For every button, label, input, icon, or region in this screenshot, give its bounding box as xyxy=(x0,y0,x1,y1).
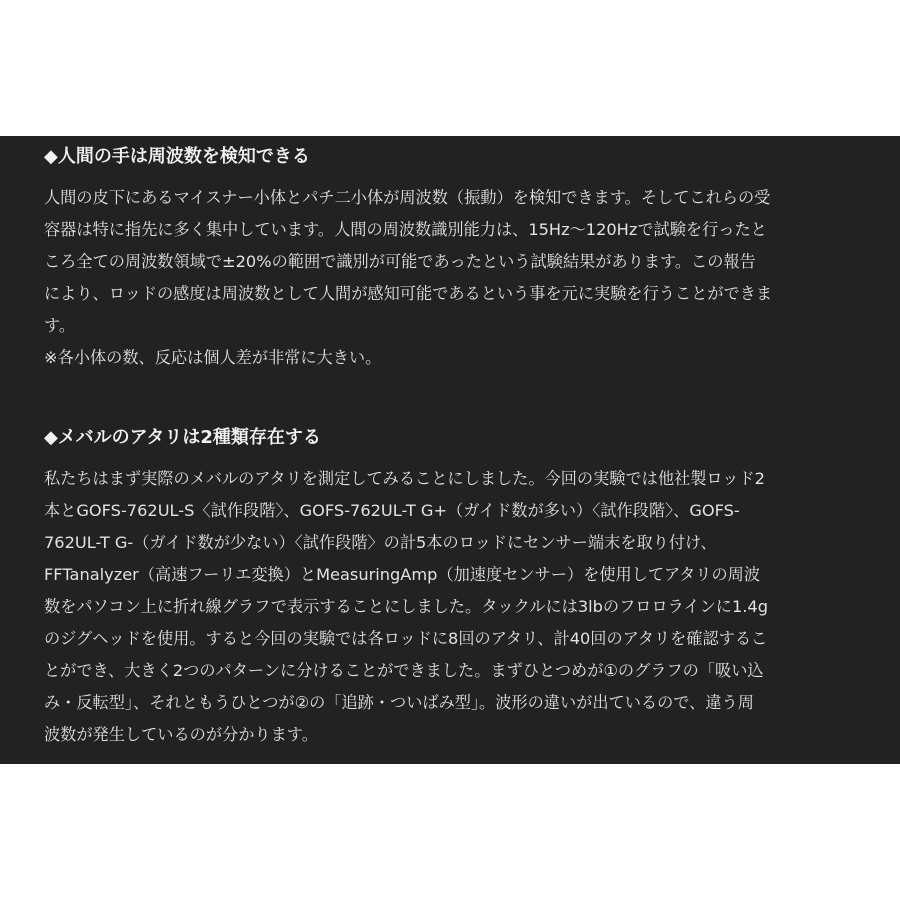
section-human-hand xyxy=(44,144,866,374)
section-mebaru-bites xyxy=(44,425,866,751)
section-heading: ◆人間の手は周波数を検知できる xyxy=(44,146,310,167)
section-paragraph xyxy=(44,182,866,374)
paragraph-line: 波数が発生しているのが分かります。 xyxy=(44,725,318,744)
article-panel xyxy=(0,136,900,764)
paragraph-line: 数をパソコン上に折れ線グラフで表示することにしました。タックルには3lbのフロロラインに1.4g xyxy=(44,597,768,616)
paragraph-line: とができ、大きく2つのパターンに分けることができました。まずひとつめが①のグラフの「吸い込 xyxy=(44,661,764,680)
paragraph-line: み・反転型」、それともうひとつが②の「追跡・ついばみ型」。波形の違いが出ているので、違う周 xyxy=(44,693,754,712)
paragraph-line: FFTanalyzer（高速フーリエ変換）とMeasuringAmp（加速度センサー）を使用してアタリの周波 xyxy=(44,565,761,584)
paragraph-line: 762UL-T G-（ガイド数が少ない）〈試作段階〉の計5本のロッドにセンサー端末を取り付け、 xyxy=(44,533,717,552)
paragraph-line: 人間の皮下にあるマイスナー小体とパチ二小体が周波数（振動）を検知できます。そしてこれらの受 xyxy=(44,188,771,207)
section-heading: ◆メバルのアタリは2種類存在する xyxy=(44,427,321,448)
paragraph-line: ころ全ての周波数領域で±20%の範囲で識別が可能であったという試験結果があります。この報告 xyxy=(44,252,756,271)
paragraph-line: により、ロッドの感度は周波数として人間が感知可能であるという事を元に実験を行うことができま xyxy=(44,284,773,303)
paragraph-line: す。 xyxy=(44,316,76,335)
paragraph-line: のジグヘッドを使用。すると今回の実験では各ロッドに8回のアタリ、計40回のアタリを確認するこ xyxy=(44,629,768,648)
paragraph-line: 本とGOFS-762UL-S〈試作段階〉、GOFS-762UL-T G+（ガイド数が多い）〈試作段階〉、GOFS- xyxy=(44,501,740,520)
paragraph-line: 容器は特に指先に多く集中しています。人間の周波数識別能力は、15Hz～120Hzで試験を行ったと xyxy=(44,220,767,239)
section-paragraph xyxy=(44,463,866,751)
paragraph-line: 私たちはまず実際のメバルのアタリを測定してみることにしました。今回の実験では他社製ロッド2 xyxy=(44,469,765,488)
footnote-line: ※各小体の数、反応は個人差が非常に大きい。 xyxy=(44,348,382,367)
